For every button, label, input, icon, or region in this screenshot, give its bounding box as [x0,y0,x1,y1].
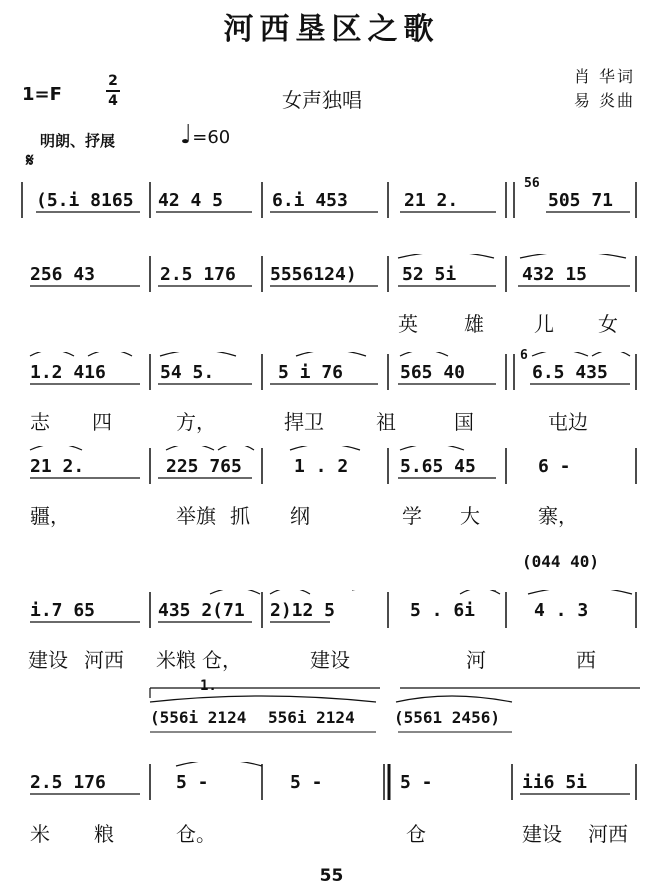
page-number: 55 [319,866,344,886]
lyric: 雄 [464,312,484,336]
lyricist-credit: 肖 华词 [573,67,635,86]
lyric: 建设 [522,822,562,846]
tempo-mark [180,120,231,150]
lyric: 方， [176,410,216,434]
lyric: 学 [402,504,422,528]
accompaniment-measure: (5561 2456) [394,708,500,727]
lyric: 儿 [534,312,554,336]
measure: 6.i 453 [272,190,348,211]
time-signature [106,72,120,110]
lyric: 屯边 [548,410,588,434]
measure: 21 2. [30,456,85,477]
lyric: 祖 [376,410,396,434]
lyric: 国 [454,410,474,434]
lyric: 大 [460,504,480,528]
key-signature: 1=F [22,84,62,105]
segno-icon: 𝄋 [26,150,34,171]
grace-note: 56 [524,176,540,191]
measure: 5 i 76 [278,362,344,383]
meter-bottom: 4 [108,93,118,109]
lyric: 米粮 [156,648,196,672]
lyric: 女 [598,312,618,336]
measure: 42 4 5 [158,190,224,211]
staff-row-2 [0,254,663,298]
measure: 6 - [538,456,571,477]
accompaniment-measure: (556i 2124 [150,708,247,727]
measure: 5 . 6i [410,600,476,621]
measure: 256 43 [30,264,96,285]
quarter-note-icon: ♩ [180,120,193,150]
lyric: 寨， [538,504,578,528]
measure: 1.2 416 [30,362,106,383]
measure: 5.65 45 [400,456,476,477]
measure: 2.5 176 [30,772,106,793]
lyric: 英 [398,312,418,336]
measure: 52 5i [402,264,457,285]
meter-top: 2 [108,73,118,89]
song-title: 河西垦区之歌 [223,12,440,47]
measure: 4 . 3 [534,600,589,621]
lyric: 河西 [84,648,124,672]
lyric: 志 [30,410,50,434]
lyric: 米 [30,822,50,846]
lyric: 捍卫 [284,410,324,434]
measure: 21 2. [404,190,459,211]
staff-row-3 [0,348,663,396]
measure: 2.5 176 [160,264,236,285]
staff-row-5 [0,590,663,634]
composer-credit: 易 炎曲 [573,91,635,110]
lyric: 河西 [588,822,628,846]
performance-type: 女声独唱 [282,88,362,112]
grace-note: 6 [520,348,528,363]
measure: 6.5 435 [532,362,608,383]
lyric: 仓， [202,648,242,672]
measure: 435 2(71 [158,600,245,621]
expression-mark: 明朗、抒展 [40,132,116,150]
lyric: 四 [92,410,112,434]
measure: 2)12 5 [270,600,336,621]
lyric: 西 [576,648,596,672]
measure: 54 5. [160,362,215,383]
measure: 5556124) [270,264,357,285]
measure: 432 15 [522,264,588,285]
lyric: 粮 [94,822,114,846]
volta-number: 1. [200,678,217,694]
measure: 5 - [176,772,209,793]
lyric: 河 [466,648,486,672]
lyric: 举旗 [176,504,216,528]
measure: 5 - [400,772,433,793]
measure: 565 40 [400,362,466,383]
lyric: 疆， [30,504,70,528]
lyric: 仓 [406,822,426,846]
staff-row-1 [0,176,663,224]
lyric: 仓。 [176,822,216,846]
measure: 225 765 [166,456,242,477]
meter-bar [106,90,120,92]
accompaniment-figure: (044 40) [522,552,600,571]
staff-row-7 [0,762,663,806]
accompaniment-measure: 556i 2124 [268,708,355,727]
measure: (5.i 8165 [36,190,134,211]
tempo-value: =60 [192,127,231,148]
lyric: 纲 [290,504,310,528]
measure: 1 . 2 [294,456,349,477]
measure: 5 - [290,772,323,793]
measure: i.7 65 [30,600,96,621]
accompaniment-row [0,680,663,740]
lyric: 建设 [28,648,68,672]
measure: 505 71 [548,190,614,211]
lyric: 建设 [310,648,350,672]
lyric: 抓 [230,504,250,528]
staff-row-4 [0,446,663,490]
measure: ii6 5i [522,772,588,793]
